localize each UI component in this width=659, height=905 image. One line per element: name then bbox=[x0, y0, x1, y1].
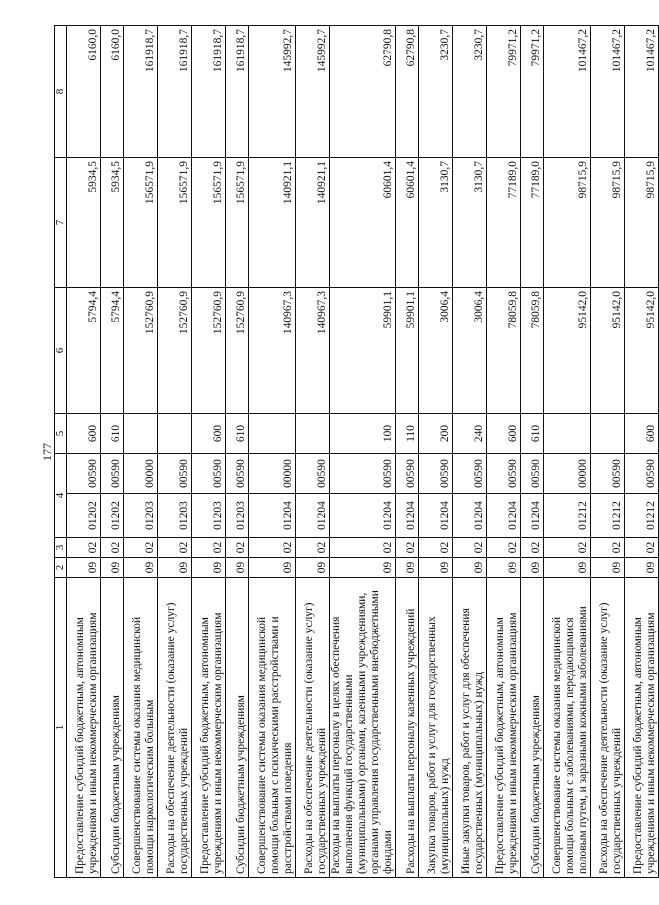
row-name: Субсидии бюджетным учреждениям bbox=[226, 578, 249, 878]
row-value-7: 3130,7 bbox=[453, 158, 487, 288]
row-code-4b: 00000 bbox=[124, 454, 158, 494]
row-value-7: 77189,0 bbox=[521, 158, 544, 288]
row-code-3: 02 bbox=[419, 538, 453, 558]
row-value-8: 101467,2 bbox=[544, 26, 591, 158]
row-value-7: 5934,5 bbox=[101, 158, 124, 288]
row-code-5 bbox=[158, 414, 192, 454]
row-code-3: 02 bbox=[249, 538, 296, 558]
row-value-6: 3006,4 bbox=[419, 288, 453, 414]
row-code-2: 09 bbox=[487, 558, 521, 578]
row-value-6: 78059,8 bbox=[487, 288, 521, 414]
row-code-4a: 01204 bbox=[521, 494, 544, 538]
row-name: Расходы на выплаты персоналу казенных учреждений bbox=[396, 578, 419, 878]
table-row bbox=[226, 26, 249, 878]
row-value-8: 161918,7 bbox=[192, 26, 226, 158]
row-code-5 bbox=[296, 414, 330, 454]
row-code-5: 600 bbox=[67, 414, 101, 454]
row-code-4b: 00590 bbox=[453, 454, 487, 494]
row-code-2: 09 bbox=[158, 558, 192, 578]
row-code-3: 02 bbox=[124, 538, 158, 558]
row-value-6: 95142,0 bbox=[591, 288, 625, 414]
row-code-3: 02 bbox=[67, 538, 101, 558]
row-value-7: 60601,4 bbox=[396, 158, 419, 288]
row-value-6: 95142,0 bbox=[544, 288, 591, 414]
row-code-5 bbox=[249, 414, 296, 454]
row-code-3: 02 bbox=[453, 538, 487, 558]
column-header: 2 bbox=[55, 558, 67, 578]
row-name: Совершенствование системы оказания медицинской помощи больным с заболеваниями, передающимися половым путем, и заразными кожными заболеваниями bbox=[544, 578, 591, 878]
budget-table bbox=[54, 25, 659, 878]
row-value-7: 3130,7 bbox=[419, 158, 453, 288]
row-code-4b: 00590 bbox=[296, 454, 330, 494]
table-row bbox=[544, 26, 591, 878]
row-code-4b: 00590 bbox=[625, 454, 659, 494]
row-code-4a: 01203 bbox=[124, 494, 158, 538]
row-value-8: 145992,7 bbox=[296, 26, 330, 158]
row-code-5: 200 bbox=[419, 414, 453, 454]
column-header: 3 bbox=[55, 538, 67, 558]
row-code-4a: 01204 bbox=[453, 494, 487, 538]
row-code-4a: 01203 bbox=[226, 494, 249, 538]
row-name: Совершенствование системы оказания медицинской помощи больным с психическими расстройствами и расстройствами поведения bbox=[249, 578, 296, 878]
row-code-4b: 00590 bbox=[330, 454, 396, 494]
table-row bbox=[591, 26, 625, 878]
row-code-4b: 00000 bbox=[249, 454, 296, 494]
row-value-8: 62790,8 bbox=[330, 26, 396, 158]
row-value-6: 5794,4 bbox=[101, 288, 124, 414]
row-value-6: 5794,4 bbox=[67, 288, 101, 414]
row-code-3: 02 bbox=[396, 538, 419, 558]
row-code-3: 02 bbox=[521, 538, 544, 558]
row-code-2: 09 bbox=[625, 558, 659, 578]
table-row bbox=[453, 26, 487, 878]
row-name: Расходы на обеспечение деятельности (оказание услуг) государственных учреждений bbox=[296, 578, 330, 878]
table-header-row bbox=[55, 26, 67, 878]
row-code-5 bbox=[544, 414, 591, 454]
row-code-4b: 00590 bbox=[158, 454, 192, 494]
row-code-4a: 01204 bbox=[249, 494, 296, 538]
row-code-2: 09 bbox=[521, 558, 544, 578]
table-row bbox=[192, 26, 226, 878]
rotated-content bbox=[40, 26, 657, 878]
row-value-8: 3230,7 bbox=[453, 26, 487, 158]
row-code-5: 100 bbox=[330, 414, 396, 454]
row-code-4a: 01203 bbox=[158, 494, 192, 538]
row-value-7: 77189,0 bbox=[487, 158, 521, 288]
row-code-5 bbox=[591, 414, 625, 454]
table-row bbox=[625, 26, 659, 878]
row-code-3: 02 bbox=[226, 538, 249, 558]
row-name: Иные закупки товаров, работ и услуг для обеспечения государственных (муниципальных) нужд bbox=[453, 578, 487, 878]
row-code-4b: 00590 bbox=[101, 454, 124, 494]
row-value-6: 3006,4 bbox=[453, 288, 487, 414]
table-row bbox=[521, 26, 544, 878]
table-row bbox=[67, 26, 101, 878]
row-value-8: 79971,2 bbox=[521, 26, 544, 158]
row-code-2: 09 bbox=[101, 558, 124, 578]
row-code-2: 09 bbox=[453, 558, 487, 578]
row-code-3: 02 bbox=[591, 538, 625, 558]
row-code-4b: 00590 bbox=[487, 454, 521, 494]
row-code-4a: 01204 bbox=[396, 494, 419, 538]
row-value-8: 79971,2 bbox=[487, 26, 521, 158]
row-code-4a: 01202 bbox=[101, 494, 124, 538]
column-header: 1 bbox=[55, 578, 67, 878]
row-code-3: 02 bbox=[625, 538, 659, 558]
row-value-7: 140921,1 bbox=[296, 158, 330, 288]
row-code-4a: 01204 bbox=[330, 494, 396, 538]
row-value-7: 98715,9 bbox=[591, 158, 625, 288]
row-name: Предоставление субсидий бюджетным, автономным учреждениям и иным некоммерческим организациям bbox=[487, 578, 521, 878]
row-code-4b: 00590 bbox=[591, 454, 625, 494]
table-row bbox=[124, 26, 158, 878]
row-code-4b: 00590 bbox=[192, 454, 226, 494]
row-value-7: 156571,9 bbox=[226, 158, 249, 288]
row-value-7: 98715,9 bbox=[544, 158, 591, 288]
row-code-5: 610 bbox=[226, 414, 249, 454]
row-code-2: 09 bbox=[226, 558, 249, 578]
table-row bbox=[296, 26, 330, 878]
row-name: Предоставление субсидий бюджетным, автономным учреждениям и иным некоммерческим организациям bbox=[192, 578, 226, 878]
row-code-2: 09 bbox=[544, 558, 591, 578]
row-name: Совершенствование системы оказания медицинской помощи наркологическим больным bbox=[124, 578, 158, 878]
row-code-2: 09 bbox=[249, 558, 296, 578]
row-name: Предоставление субсидий бюджетным, автономным учреждениям и иным некоммерческим организациям bbox=[625, 578, 659, 878]
row-code-5: 240 bbox=[453, 414, 487, 454]
row-name: Субсидии бюджетным учреждениям bbox=[101, 578, 124, 878]
row-value-8: 101467,2 bbox=[625, 26, 659, 158]
row-value-6: 152760,9 bbox=[124, 288, 158, 414]
row-value-8: 161918,7 bbox=[124, 26, 158, 158]
row-code-2: 09 bbox=[124, 558, 158, 578]
row-value-6: 59901,1 bbox=[396, 288, 419, 414]
column-header: 7 bbox=[55, 158, 67, 288]
row-code-4a: 01212 bbox=[544, 494, 591, 538]
row-code-5 bbox=[124, 414, 158, 454]
row-code-3: 02 bbox=[296, 538, 330, 558]
column-header: 5 bbox=[55, 414, 67, 454]
row-name: Расходы на обеспечение деятельности (оказание услуг) государственных учреждений bbox=[158, 578, 192, 878]
column-header: 4 bbox=[55, 454, 67, 538]
row-value-6: 140967,3 bbox=[249, 288, 296, 414]
row-code-4a: 01212 bbox=[625, 494, 659, 538]
table-row bbox=[158, 26, 192, 878]
column-header: 6 bbox=[55, 288, 67, 414]
row-value-6: 140967,3 bbox=[296, 288, 330, 414]
row-value-8: 161918,7 bbox=[158, 26, 192, 158]
row-code-4b: 00590 bbox=[67, 454, 101, 494]
row-code-3: 02 bbox=[158, 538, 192, 558]
row-name: Закупка товаров, работ и услуг для государственных (муниципальных) нужд bbox=[419, 578, 453, 878]
row-code-2: 09 bbox=[591, 558, 625, 578]
row-value-8: 101467,2 bbox=[591, 26, 625, 158]
row-code-4b: 00590 bbox=[419, 454, 453, 494]
row-value-6: 152760,9 bbox=[192, 288, 226, 414]
row-value-8: 161918,7 bbox=[226, 26, 249, 158]
row-code-3: 02 bbox=[487, 538, 521, 558]
table-row bbox=[249, 26, 296, 878]
table-row bbox=[419, 26, 453, 878]
row-code-2: 09 bbox=[330, 558, 396, 578]
row-code-5: 600 bbox=[192, 414, 226, 454]
row-value-8: 62790,8 bbox=[396, 26, 419, 158]
row-code-3: 02 bbox=[101, 538, 124, 558]
row-value-8: 145992,7 bbox=[249, 26, 296, 158]
row-code-4b: 00000 bbox=[544, 454, 591, 494]
row-value-6: 152760,9 bbox=[226, 288, 249, 414]
row-name: Расходы на выплаты персоналу в целях обеспечения выполнения функций государственными (муниципальными) органами, казенными учреждениями, органами управления государственными внебюджетными фондами bbox=[330, 578, 396, 878]
row-value-8: 3230,7 bbox=[419, 26, 453, 158]
row-code-4a: 01204 bbox=[487, 494, 521, 538]
row-value-6: 152760,9 bbox=[158, 288, 192, 414]
row-code-4a: 01204 bbox=[419, 494, 453, 538]
row-value-8: 6160,0 bbox=[101, 26, 124, 158]
row-code-5: 610 bbox=[521, 414, 544, 454]
row-value-7: 5934,5 bbox=[67, 158, 101, 288]
row-code-3: 02 bbox=[544, 538, 591, 558]
row-name: Расходы на обеспечение деятельности (оказание услуг) государственных учреждений bbox=[591, 578, 625, 878]
row-code-5: 110 bbox=[396, 414, 419, 454]
row-name: Субсидии бюджетным учреждениям bbox=[521, 578, 544, 878]
row-code-4b: 00590 bbox=[521, 454, 544, 494]
page-number: 177 bbox=[40, 443, 54, 461]
row-code-2: 09 bbox=[192, 558, 226, 578]
row-code-4a: 01203 bbox=[192, 494, 226, 538]
row-value-7: 98715,9 bbox=[625, 158, 659, 288]
row-value-7: 156571,9 bbox=[124, 158, 158, 288]
row-code-3: 02 bbox=[192, 538, 226, 558]
row-value-6: 95142,0 bbox=[625, 288, 659, 414]
table-row bbox=[101, 26, 124, 878]
row-code-5: 610 bbox=[101, 414, 124, 454]
table-row bbox=[396, 26, 419, 878]
row-code-2: 09 bbox=[296, 558, 330, 578]
row-code-2: 09 bbox=[396, 558, 419, 578]
row-code-2: 09 bbox=[67, 558, 101, 578]
table-row bbox=[487, 26, 521, 878]
row-code-4b: 00590 bbox=[226, 454, 249, 494]
row-code-2: 09 bbox=[419, 558, 453, 578]
column-header: 8 bbox=[55, 26, 67, 158]
row-code-3: 02 bbox=[330, 538, 396, 558]
row-value-6: 59901,1 bbox=[330, 288, 396, 414]
row-value-7: 156571,9 bbox=[158, 158, 192, 288]
row-code-5: 600 bbox=[625, 414, 659, 454]
row-code-5: 600 bbox=[487, 414, 521, 454]
row-code-4b: 00590 bbox=[396, 454, 419, 494]
row-code-4a: 01204 bbox=[296, 494, 330, 538]
row-code-4a: 01212 bbox=[591, 494, 625, 538]
row-name: Предоставление субсидий бюджетным, автономным учреждениям и иным некоммерческим организациям bbox=[67, 578, 101, 878]
row-value-7: 140921,1 bbox=[249, 158, 296, 288]
row-value-6: 78059,8 bbox=[521, 288, 544, 414]
row-code-4a: 01202 bbox=[67, 494, 101, 538]
table-row bbox=[330, 26, 396, 878]
row-value-8: 6160,0 bbox=[67, 26, 101, 158]
row-value-7: 60601,4 bbox=[330, 158, 396, 288]
row-value-7: 156571,9 bbox=[192, 158, 226, 288]
